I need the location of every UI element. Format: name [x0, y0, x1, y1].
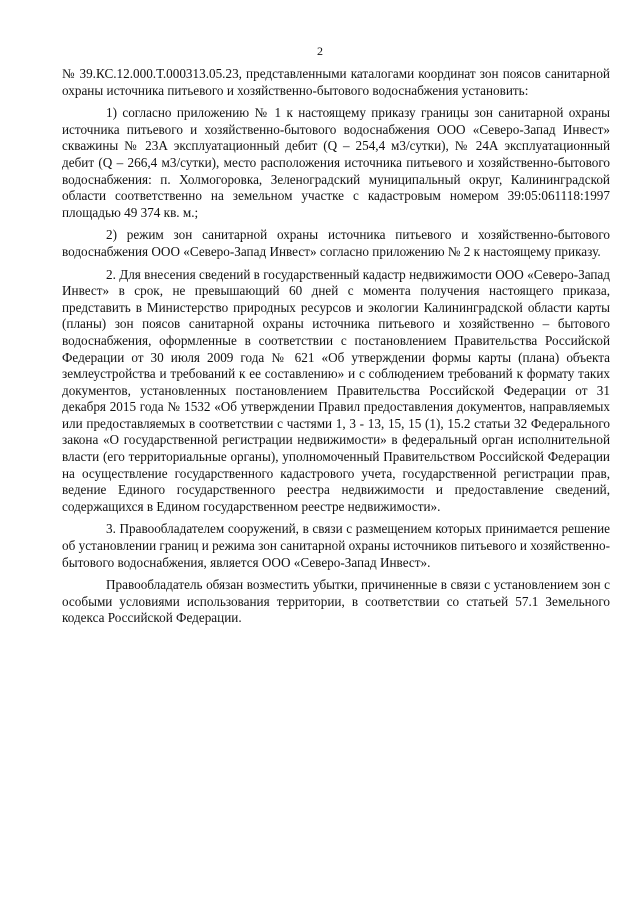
paragraph-item-1: 1) согласно приложению № 1 к настоящему приказу границы зон санитарной охраны источника питьевого и хозяйственно-бытового водоснабжения ООО «Северо-Запад Инвест» скважины № 23А эксплуатационный дебит (Q – 254,4 м3/сутки), № 24А эксплуатационный дебит (Q – 266,4 м3/сутки), место расположения источника питьевого и хозяйственно-бытового водоснабжения: п. Холмогоровка, Зеленоградский муниципальный округ, Калининградской области соответственно на земельном участке с кадастровым номером 39:05:061118:1997 площадью 49 374 кв. м.;	[62, 105, 610, 220]
paragraph-clause-2: 2. Для внесения сведений в государственный кадастр недвижимости ООО «Северо-Запад Инвест» в срок, не превышающий 60 дней с момента получения настоящего приказа, представить в Министерство природных ресурсов и экологии Калининградской области карты (планы) зон поясов санитарной охраны источника питьевого и хозяйственно – бытового водоснабжения, оформленные в соответствии с постановлением Правительства Российской Федерации от 30 июля 2009 года № 621 «Об утверждении формы карты (плана) объекта землеустройства и требований к ее составлению» и с соблюдением требований к формату таких документов, установленных постановлением Правительства Российской Федерации от 31 декабря 2015 года № 1532 «Об утверждении Правил предоставления документов, направляемых или предоставляемых в соответствии с частями 1, 3 - 13, 15, 15 (1), 15.2 статьи 32 Федерального закона «О государственной регистрации недвижимости» в федеральный орган исполнительной власти (его территориальные органы), уполномоченный Правительством Российской Федерации на осуществление государственного кадастрового учета, государственной регистрации прав, ведение Единого государственного реестра недвижимости и предоставление сведений, содержащихся в Едином государственном реестре недвижимости».	[62, 266, 610, 514]
paragraph-item-2: 2) режим зон санитарной охраны источника питьевого и хозяйственно-бытового водоснабжения ООО «Северо-Запад Инвест» согласно приложению № 2 к настоящему приказу.	[62, 227, 610, 259]
document-body	[62, 66, 610, 627]
paragraph-obligation: Правообладатель обязан возместить убытки, причиненные в связи с установлением зон с особыми условиями использования территории, в соответствии со статьей 57.1 Земельного кодекса Российской Федерации.	[62, 577, 610, 626]
paragraph-clause-3: 3. Правообладателем сооружений, в связи с размещением которых принимается решение об установлении границ и режима зон санитарной охраны источников питьевого и хозяйственно-бытового водоснабжения, является ООО «Северо-Запад Инвест».	[62, 521, 610, 570]
page-number: 2	[317, 44, 323, 58]
paragraph-intro: № 39.КС.12.000.Т.000313.05.23, представленными каталогами координат зон поясов санитарной охраны источника питьевого и хозяйственно-бытового водоснабжения установить:	[62, 66, 610, 98]
